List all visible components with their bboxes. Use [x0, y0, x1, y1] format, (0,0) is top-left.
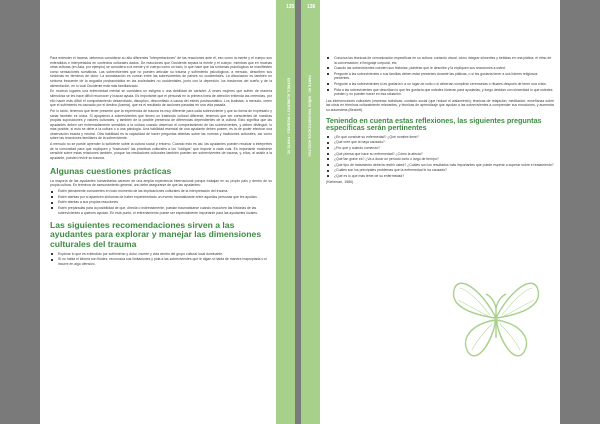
recommendations-list [50, 252, 272, 267]
section-heading-specific-questions: Teniendo en cuenta estas reflexiones, las siguientes preguntas específicas serán pertinentes [326, 115, 542, 133]
list-item: ¿Qué piensa que hace su enfermedad? ¿Cómo la afecta? [326, 152, 554, 157]
body-paragraph: Las intervenciones culturales (maneras holísticas: contacto social (que reduce el aislamiento); técnicas de relajación; meditación; enseñanza sobre las crisis en términos culturalmente relevantes, y técnicas de aprendizaje que ayudan a las sobrevivientes a comprender sus emociones, y aumentar su autoestima (Beckett). [326, 98, 554, 112]
list-item: Explorar lo que es entendido por sufrimiento y dolor, muerte y vida dentro del grupo cultural local dominante. [50, 252, 272, 257]
bullet-icon [51, 253, 53, 255]
list-item: Estén atentas por si aparecen síntomas de haber experimentado un evento traumatizante entre aquellas personas que les ayudan. [50, 195, 272, 200]
bullet-icon [51, 259, 53, 261]
list-item: ¿En qué consiste su enfermedad? ¿Qué nombre tiene? [326, 135, 554, 140]
right-column [326, 56, 554, 185]
right-page-spine-band [301, 0, 320, 424]
list-item: Cuando las sobrevivientes cuenten sus historias, plántese que le describe y la expliquen sus reacciones a usted. [326, 66, 554, 71]
citation: (Kleinman, 1980) [326, 180, 354, 185]
list-item: ¿Por qué y cuándo comenzó? [326, 146, 554, 151]
list-item: ¿Qué tipo de tratamiento debería recibir usted? ¿Cuáles son los resultados más importantes que puede esperar a superar sobre el tratamiento? [326, 163, 554, 168]
left-page-number: 135 [286, 4, 295, 10]
bullet-icon [327, 83, 329, 85]
left-page-spine-band [276, 0, 295, 424]
section-heading-recommendations: Las siguientes recomendaciones sirven a las ayudantes para explorar y manejar las dimensiones culturales del trauma [50, 220, 262, 249]
bullet-icon [327, 153, 329, 155]
practical-issues-list [50, 189, 272, 215]
list-item: Estén preparadas para la posibilidad de que, directa o indirectamente, puedan traumatizarse cuando escuchen las historias de las sobrevivientes a quienes ayudan. En este punto, el entrenamiento puede ser especialmente importante para las ayudantes locales. [50, 206, 272, 215]
right-spine-label: PARTE 6C · NIÑOS TRAUMATIZADOS ADULTOS [308, 75, 312, 157]
butterfly-icon [450, 268, 542, 368]
list-item: ¿Qué es lo que más teme de su enfermedad? [326, 174, 554, 179]
right-page-number: 136 [307, 4, 316, 10]
list-item: Conozca las técnicas de comunicación específicas en su cultura: contacto visual, cómo integrar sílmentes y bebidas en una plática; el ritmo de la conversación; el lenguaje corporal, etc. [326, 56, 554, 65]
bullet-icon [327, 142, 329, 144]
list-item: Estén plenamente conscientes en todo momento de las implicaciones culturales de la interpretación del trauma. [50, 189, 272, 194]
specific-questions-list [326, 135, 554, 179]
list-item: ¿Cuáles son los principales problemas que la enfermedad le ha causado? [326, 168, 554, 173]
bullet-icon [327, 158, 329, 160]
bullet-icon [327, 89, 329, 91]
bullet-icon [327, 57, 329, 59]
list-item: ¿Qué tan grave es? ¿Va a durar un período corto o largo de tiempo? [326, 157, 554, 162]
body-paragraph: En muchos lugares una enfermedad mental se considera un estigma o una debilidad de carácter. A veces mujeres que sufren de manera silenciosa se les hace difícil reconocer y buscar ayuda. Es importante que el personal en la primera línea de atención entienda las creencias, por ello hacer más difícil el comportamiento desarrollado, disruptivo, desconfiado a causa del estrés postraumático. Los budistas, a menudo, creen que el sufrimiento es causado por el destino (karma), que es el resultado de acciones pasadas en una vida pasada. [50, 89, 272, 108]
list-item: Estén atentas a sus propias reacciones. [50, 200, 272, 205]
bullet-icon [327, 170, 329, 172]
body-paragraph: A menudo no se puede aprender lo suficiente sobre la cultura social y entorno. Cuando esto es así, las ayudantes pueden recalcar a intérpretes de la comunidad para que expliquen y "traduzcan" las prácticas culturales a los "códigos" que impone a cada cual. Es importante mostrarse sensible sobre estas relaciones también, porque los mediadores culturales también pueden ser sobrevivientes de trauma, y, ellos, al asistir a la ayudante, pueden revivir su trauma. [50, 142, 272, 161]
body-paragraph: Para entender el trauma, debemos considerar su alto diferentes "interpretaciones" de las reacciones ante él, eso como la mente y el cuerpo son entendidos e interpretados en contextos culturales dados. De reacciones que Occidente separa la mente y el cuerpo, mientras que en muchas otras culturas (en Asia, por ejemplo) se considera a la mente y el cuerpo como un todo, lo que hace que los síntomas psicológicos se manifiesten como sensaciones somáticas. Las sobrevivientes que no pueden articular su trauma y sufrimiento psicológicos, a menudo, describen sus síntomas en términos de dolor. La somatización es común entre las sobrevivientes de países no occidentales. La disociación es también un síntoma frecuente de la angustia postraumática en las sociedades no occidentales, junto con la depresión, los trastornos del sueño y de la alimentación, en lo cual Occidente está más familiarizado. [50, 56, 272, 88]
body-paragraph: La mayoría de las ayudantes humanitarias carecen de una amplia experiencia internacional porque trabajan en su propio país y dentro de su propia cultura. En términos de asesoramiento general, uno debe asegurarse de que las ayudantes: [50, 178, 272, 188]
section-heading-practical-issues: Algunas cuestiones prácticas [50, 165, 172, 176]
bullet-icon [327, 136, 329, 138]
list-item: Pregunte a las sobrevivientes o sus familias deben estar presentes durante las pláticas, o si les gustaría tener a sus líderes religiosos presentes. [326, 72, 554, 81]
bullet-icon [51, 207, 53, 209]
left-spine-label: ESTRÉS, ALIMENTO Y MUJERES · PARTE 6C [286, 77, 290, 155]
bullet-icon [51, 191, 53, 193]
list-item: Si no habla el idioma con fluidez, reconozca sus limitaciones y pida a las sobrevivientes que le digan si habla de manera inapropiada o si incurre en algo ofensivo. [50, 257, 272, 266]
left-column [50, 56, 272, 269]
bullet-icon [51, 196, 53, 198]
bullet-icon [327, 73, 329, 75]
list-item: Pregunte a las sobrevivientes si es gustaría ir a un lugar de culto o si deberían cumplirse ceremonias o rituales después de tener una crisis. [326, 82, 554, 87]
communication-tips-list [326, 56, 554, 97]
body-paragraph: Por lo tanto, tenemos que tener presente que la experiencia de trauma es muy diferente para cada sobreviviente y que su forma de expresarlo y sanar también es única. Si apoyamos a sobrevivientes que tienen un trasfondo cultural diferente, tenemos que ser conscientes de nuestras propias suposiciones y valores culturales, y también de la posible presencia de diferencias dependientes de la cultura. Esto significa que las ayudantes deben ser extremadamente sensibles a la cultura cuando observan el comportamiento de las sobrevivientes, y deben distinguir, lo más posible, si esto se debe a la cultura o a una patología. Una habilidad esencial de una ayudante deben poseer, es la de poder efectuar una observación exacta y neutral. Otra habilidad es la capacidad de hacer preguntas abiertas sobre las normas y tradiciones culturales, así como sobre las reacciones familiares de la sobreviviente. [50, 108, 272, 141]
bullet-icon [327, 164, 329, 166]
bullet-icon [327, 147, 329, 149]
bullet-icon [327, 175, 329, 177]
list-item: ¿Qué cree que la haya causado? [326, 140, 554, 145]
list-item: Pida a las sobrevivientes que describan lo que les gustaría que ustedes hicieran para ayudarlas, y luego decidan con sinceridad lo que ustedes pueden y no pueden hacer en esa situación. [326, 88, 554, 97]
bullet-icon [327, 67, 329, 69]
bullet-icon [51, 202, 53, 204]
